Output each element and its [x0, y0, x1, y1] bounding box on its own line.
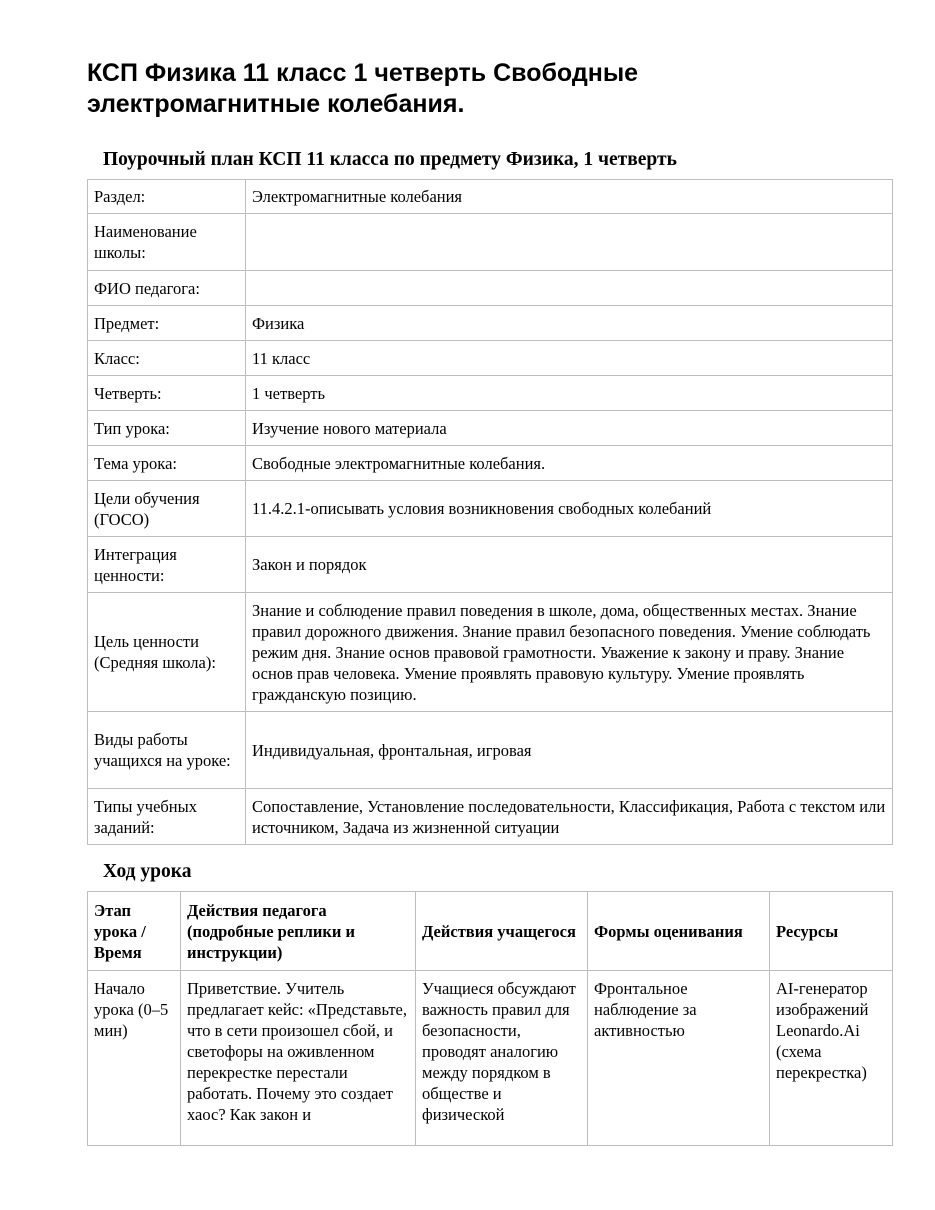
info-row-school — [88, 214, 893, 271]
info-row-learning-goals — [88, 481, 893, 537]
info-label: Тип урока: — [88, 411, 246, 446]
info-label: Наименование школы: — [88, 214, 246, 271]
info-value: Знание и соблюдение правил поведения в школе, дома, общественных местах. Знание правил дорожного движения. Знание правил безопасного поведения. Умение соблюдать режим дня. Знание основ правовой грамотности. Уважение к закону и праву. Знание основ прав человека. Умение проявлять правовую культуру. Умение проявлять гражданскую позицию. — [246, 593, 893, 712]
info-label: Раздел: — [88, 180, 246, 214]
flow-header-stage: Этап урока / Время — [88, 892, 181, 971]
info-row-lesson-type — [88, 411, 893, 446]
info-value: Изучение нового материала — [246, 411, 893, 446]
table-row — [88, 971, 893, 1146]
info-value: Физика — [246, 306, 893, 341]
plan-subtitle: Поурочный план КСП 11 класса по предмету Физика, 1 четверть — [103, 149, 677, 170]
flow-cell-teacher-actions: Приветствие. Учитель предлагает кейс: «Представьте, что в сети произошел сбой, и светофоры на оживленном перекрестке перестали работать. Почему это создает хаос? Как закон и — [181, 971, 416, 1146]
flow-header-row — [88, 892, 893, 971]
info-row-section — [88, 180, 893, 214]
info-row-task-types — [88, 789, 893, 845]
info-label: Интеграция ценности: — [88, 537, 246, 593]
info-value: Свободные электромагнитные колебания. — [246, 446, 893, 481]
info-value — [246, 214, 893, 271]
info-label: Виды работы учащихся на уроке: — [88, 712, 246, 789]
info-label: Цель ценности (Средняя школа): — [88, 593, 246, 712]
info-label: ФИО педагога: — [88, 271, 246, 306]
info-row-value-goal — [88, 593, 893, 712]
flow-cell-resources: AI-генератор изображений Leonardo.Ai (схема перекрестка) — [770, 971, 893, 1146]
info-value: Индивидуальная, фронтальная, игровая — [246, 712, 893, 789]
flow-cell-student-actions: Учащиеся обсуждают важность правил для безопасности, проводят аналогию между порядком в обществе и физической — [416, 971, 588, 1146]
info-label: Класс: — [88, 341, 246, 376]
info-value: 11 класс — [246, 341, 893, 376]
info-row-value-integration — [88, 537, 893, 593]
info-value: 11.4.2.1-описывать условия возникновения свободных колебаний — [246, 481, 893, 537]
info-label: Типы учебных заданий: — [88, 789, 246, 845]
info-row-quarter — [88, 376, 893, 411]
flow-cell-assessment: Фронтальное наблюдение за активностью — [588, 971, 770, 1146]
info-value: 1 четверть — [246, 376, 893, 411]
info-label: Цели обучения (ГОСО) — [88, 481, 246, 537]
info-label: Тема урока: — [88, 446, 246, 481]
info-value: Закон и порядок — [246, 537, 893, 593]
flow-header-teacher-actions: Действия педагога (подробные реплики и инструкции) — [181, 892, 416, 971]
info-label: Четверть: — [88, 376, 246, 411]
info-value: Электромагнитные колебания — [246, 180, 893, 214]
info-value — [246, 271, 893, 306]
info-row-work-types — [88, 712, 893, 789]
flow-header-resources: Ресурсы — [770, 892, 893, 971]
page-title: КСП Физика 11 класс 1 четверть Свободные электромагнитные колебания. — [87, 59, 639, 118]
info-row-subject — [88, 306, 893, 341]
info-value: Сопоставление, Установление последовательности, Классификация, Работа с текстом или источником, Задача из жизненной ситуации — [246, 789, 893, 845]
flow-header-student-actions: Действия учащегося — [416, 892, 588, 971]
lesson-info-table — [87, 179, 893, 845]
info-label: Предмет: — [88, 306, 246, 341]
flow-cell-stage: Начало урока (0–5 мин) — [88, 971, 181, 1146]
lesson-flow-table — [87, 891, 893, 1146]
info-row-teacher — [88, 271, 893, 306]
flow-header-assessment: Формы оценивания — [588, 892, 770, 971]
info-row-class — [88, 341, 893, 376]
info-row-topic — [88, 446, 893, 481]
lesson-flow-subtitle: Ход урока — [103, 861, 192, 882]
